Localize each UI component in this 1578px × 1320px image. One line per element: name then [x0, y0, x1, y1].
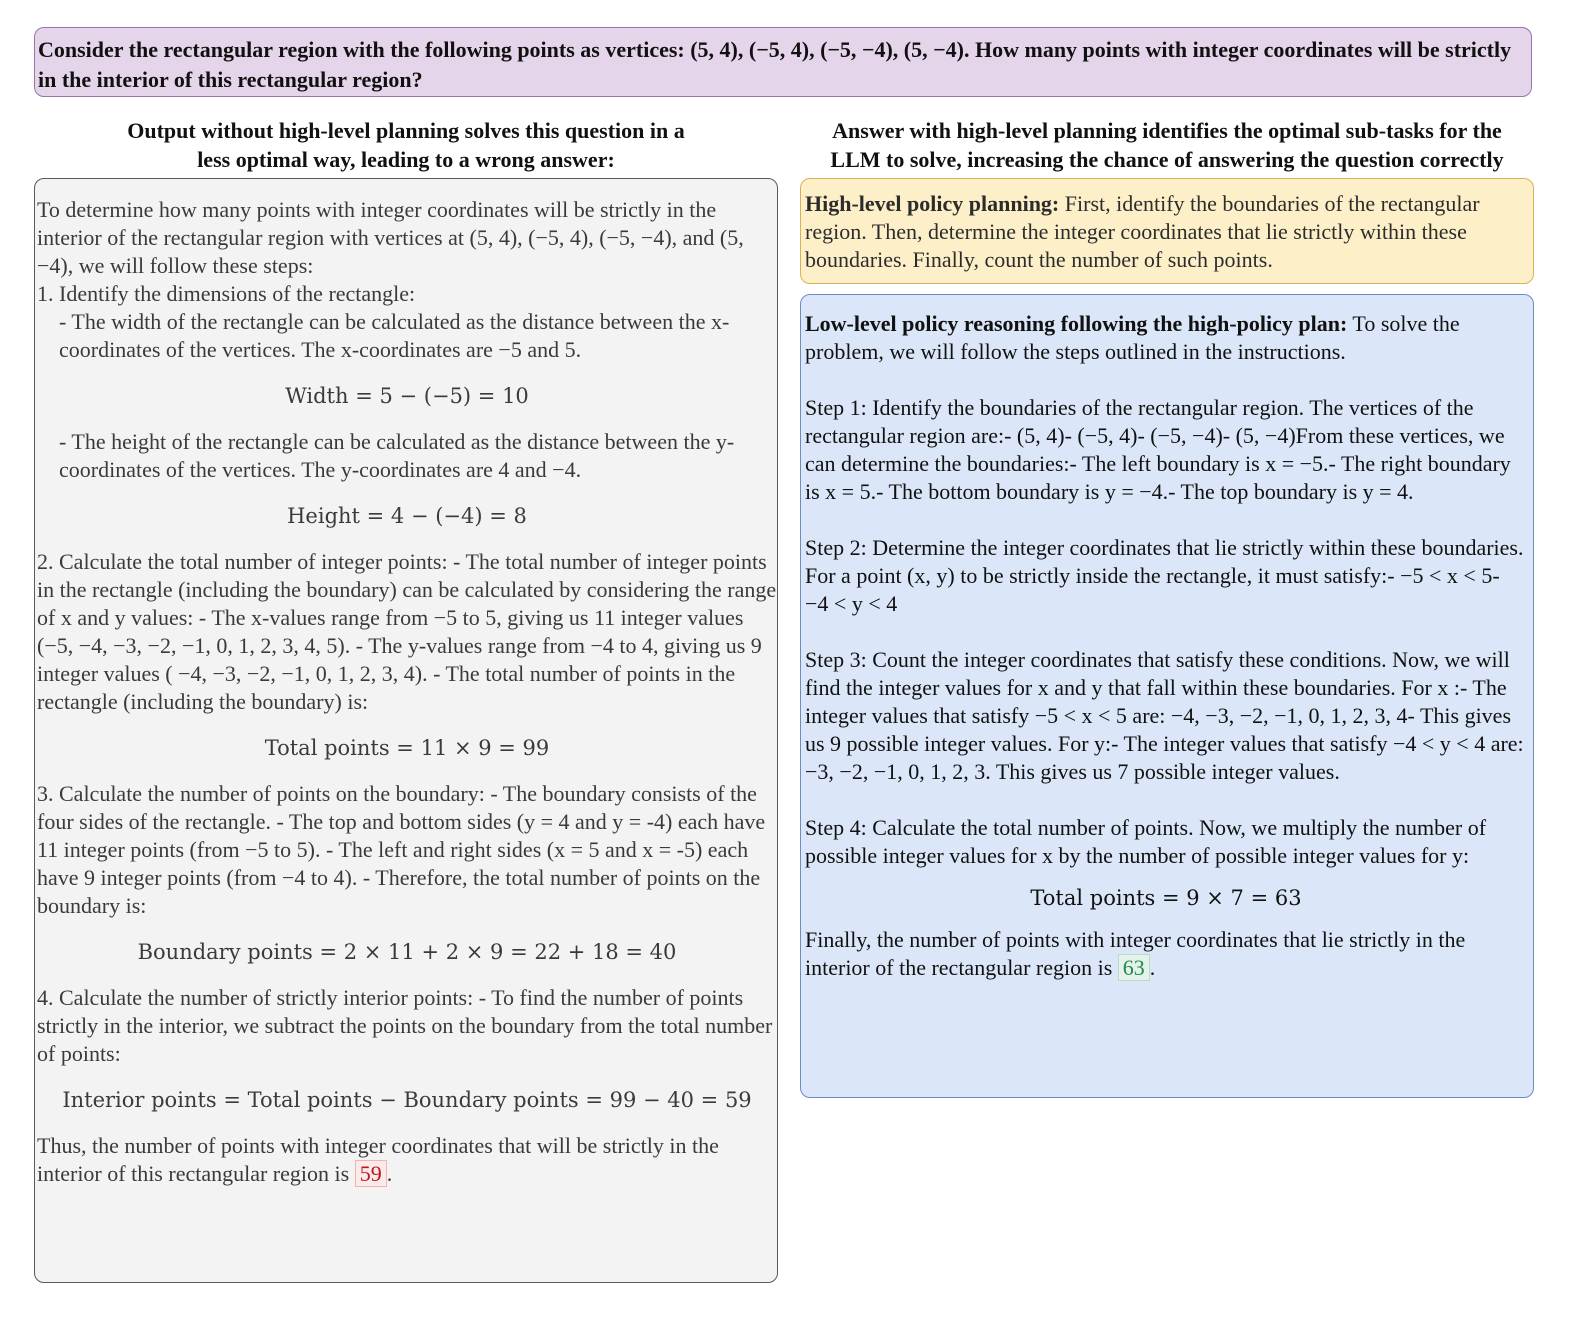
high-level-label: High-level policy planning: [805, 191, 1060, 216]
left-conclusion-paragraph [37, 1132, 777, 1188]
high-level-text: First, identify the boundaries of the rectangular region. Then, determine the integer coordinates that lie strictly within these boundaries. Finally, count the number of such points. [805, 191, 1480, 272]
equation-width: Width = 5 − (−5) = 10 [285, 384, 529, 408]
equation-low-total-points: Total points = 9 × 7 = 63 [1030, 886, 1302, 910]
output-without-planning-box [34, 178, 778, 1283]
correct-answer-badge: 63 [1118, 954, 1150, 981]
low-step3: Step 3: Count the integer coordinates that satisfy these conditions. Now, we will find the integer values for x and y that fall within these boundaries. For x :- The integer values that satisfy −5 < x < 5 are: −4, −3, −2, −1, 0, 1, 2, 3, 4- This gives us 9 possible integer values. For y:- The integer values that satisfy −4 < y < 4 are: −3, −2, −1, 0, 1, 2, 3. This gives us 7 possible integer values. [805, 647, 1524, 784]
left-heading-line2: less optimal way, leading to a wrong answer: [197, 147, 615, 172]
left-heading-line1: Output without high-level planning solves this question in a [127, 118, 685, 143]
low-level-intro: To solve the problem, we will follow the steps outlined in the instructions. [805, 311, 1460, 364]
left-step2: 2. Calculate the total number of integer points: - The total number of integer points in the rectangle (including the boundary) can be calculated by considering the range of x and y values: - The x-values range from −5 to 5, giving us 11 integer values (−5, −4, −3, −2, −1, 0, 1, 2, 3, 4, 5). - The y-values range from −4 to 4, giving us 9 integer values ( −4, −3, −2, −1, 0, 1, 2, 3, 4). - The total number of points in the rectangle (including the boundary) is: [37, 549, 777, 714]
low-level-label: Low-level policy reasoning following the high-policy plan: [805, 311, 1348, 336]
wrong-answer-badge: 59 [355, 1160, 387, 1187]
left-step1-height: - The height of the rectangle can be calculated as the distance between the y-coordinates of the vertices. The y-coordinates are 4 and −4. [59, 429, 735, 482]
left-step4: 4. Calculate the number of strictly interior points: - To find the number of points strictly in the interior, we subtract the points on the boundary from the total number of points: [37, 985, 773, 1066]
low-step2: Step 2: Determine the integer coordinates that lie strictly within these boundaries. For a point (x, y) to be strictly inside the rectangle, it must satisfy:- −5 < x < 5- −4 < y < 4 [805, 535, 1524, 616]
low-level-intro-paragraph [805, 310, 1527, 366]
equation-height: Height = 4 − (−4) = 8 [287, 504, 527, 528]
left-step1-width: - The width of the rectangle can be calculated as the distance between the x-coordinates of the vertices. The x-coordinates are −5 and 5. [59, 309, 730, 362]
low-conclusion-paragraph [805, 926, 1527, 982]
low-step1: Step 1: Identify the boundaries of the rectangular region. The vertices of the rectangular region are:- (5, 4)- (−5, 4)- (−5, −4)- (5, −4)From these vertices, we can determine the boundaries:- The left boundary is x = −5.- The right boundary is x = 5.- The bottom boundary is y = −4.- The top boundary is y = 4. [805, 395, 1511, 504]
high-level-planning-box [800, 178, 1534, 284]
low-step4: Step 4: Calculate the total number of points. Now, we multiply the number of possible integer values for x by the number of possible integer values for y: [805, 815, 1487, 868]
low-period: . [1149, 955, 1156, 980]
left-conclusion: Thus, the number of points with integer coordinates that will be strictly in the interior of this rectangular region is [37, 1133, 719, 1186]
question-box [34, 27, 1532, 97]
left-step1-title: 1. Identify the dimensions of the rectangle: [37, 281, 416, 306]
equation-total-points: Total points = 11 × 9 = 99 [264, 736, 550, 760]
left-step3: 3. Calculate the number of points on the boundary: - The boundary consists of the four sides of the rectangle. - The top and bottom sides (y = 4 and y = -4) each have 11 integer points (from −5 to 5). - The left and right sides (x = 5 and x = -5) each have 9 integer points (from −4 to 4). - Therefore, the total number of points on the boundary is: [37, 781, 766, 918]
high-level-paragraph [805, 190, 1527, 274]
equation-boundary-points: Boundary points = 2 × 11 + 2 × 9 = 22 + 18 = 40 [137, 940, 677, 964]
low-conclusion: Finally, the number of points with integer coordinates that lie strictly in the interior of the rectangular region is [805, 927, 1466, 980]
right-heading-line1: Answer with high-level planning identifies the optimal sub-tasks for the [832, 118, 1502, 143]
left-period: . [386, 1161, 393, 1186]
right-column-heading [800, 116, 1534, 174]
left-column-heading [34, 116, 778, 174]
equation-interior-points: Interior points = Total points − Boundary points = 99 − 40 = 59 [62, 1088, 752, 1112]
low-level-reasoning-box [800, 294, 1534, 1098]
left-intro: To determine how many points with integer coordinates will be strictly in the interior of the rectangular region with vertices at (5, 4), (−5, 4), (−5, −4), and (5, −4), we will follow these steps: [37, 197, 744, 278]
question-text: Consider the rectangular region with the following points as vertices: (5, 4), (−5, 4), (−5, −4), (5, −4). How many points with integer coordinates will be strictly in the interior of this rectangular region? [38, 37, 1512, 92]
right-heading-line2: LLM to solve, increasing the chance of answering the question correctly [830, 147, 1504, 172]
